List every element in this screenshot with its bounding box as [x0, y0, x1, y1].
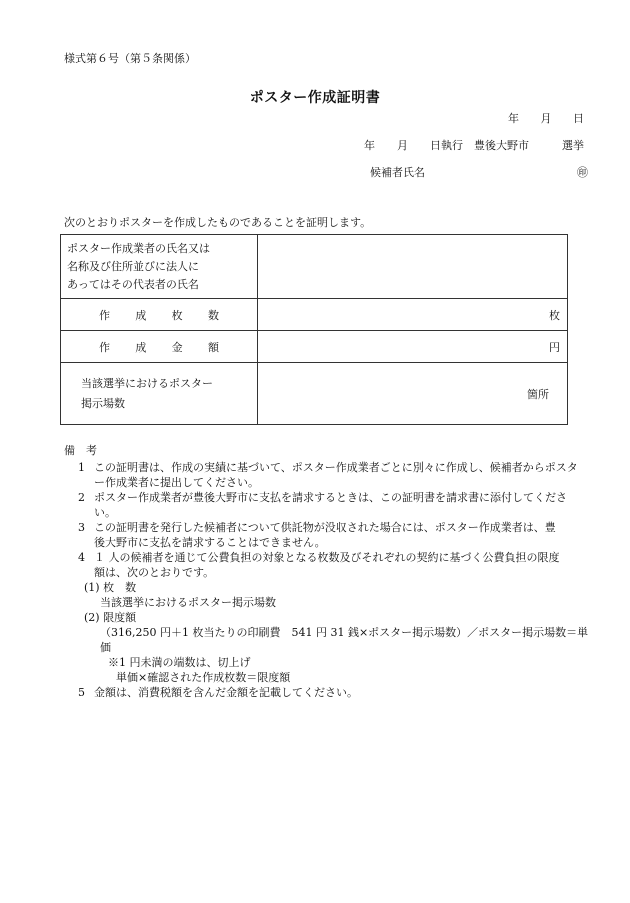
- note-item: [64, 520, 594, 550]
- table-row: [61, 331, 568, 363]
- note-text: ー作成業者に提出してください。: [94, 476, 259, 489]
- table-row: [61, 299, 568, 331]
- page-title: ポスター作成証明書: [249, 90, 381, 106]
- intro-text: 次のとおりポスターを作成したものであることを証明します。: [64, 216, 372, 229]
- amount-label-text: 作成金額: [99, 340, 219, 354]
- note-text: この証明書は、作成の実績に基づいて、ポスター作成業者ごとに別々に作成し、候補者からポスタ: [94, 461, 578, 474]
- note-text: 額は、次のとおりです。: [94, 566, 215, 579]
- note-text: 金額は、消費税額を含んだ金額を記載してください。: [94, 686, 358, 699]
- note-text: ポスター作成業者が豊後大野市に支払を請求するときは、この証明書を請求書に添付してくださ: [94, 491, 567, 504]
- note-formula: 価: [100, 641, 111, 654]
- note-text: １ 人の候補者を通じて公費負担の対象となる枚数及びそれぞれの契約に基づく公費負担の限度: [94, 551, 560, 564]
- note-number: 4: [78, 551, 85, 564]
- certificate-table: [60, 234, 568, 425]
- quantity-unit: 枚: [549, 308, 560, 322]
- form-number: 様式第６号（第５条関係）: [64, 52, 196, 65]
- note-number: 1: [78, 461, 85, 474]
- posting-sites-field[interactable]: [258, 363, 568, 425]
- note-number: 3: [78, 521, 85, 534]
- amount-unit: 円: [549, 340, 560, 354]
- note-text: 後大野市に支払を請求することはできません。: [94, 536, 326, 549]
- note-item: [64, 685, 594, 700]
- note-text: この証明書を発行した候補者について供託物が没収された場合には、ポスター作成業者は、豊: [94, 521, 556, 534]
- election-date-line: 年 月 日執行 豊後大野市 選挙: [364, 139, 584, 152]
- note-sub-label: (1) 枚 数: [84, 581, 137, 594]
- posting-sites-label: [61, 363, 258, 425]
- note-item: [64, 490, 594, 520]
- notes-heading: 備 考: [64, 444, 97, 457]
- posting-sites-unit: 箇所: [527, 387, 549, 401]
- posting-sites-label-line: 当該選挙におけるポスター: [81, 376, 213, 390]
- quantity-field[interactable]: [258, 299, 568, 331]
- notes-section: [64, 443, 594, 700]
- issue-date-line: 年 月 日: [508, 112, 584, 125]
- posting-sites-label-line: 掲示場数: [81, 396, 125, 410]
- note-text: い。: [94, 506, 116, 519]
- quantity-label-text: 作成枚数: [99, 308, 219, 322]
- amount-field[interactable]: [258, 331, 568, 363]
- vendor-label-line: あってはその代表者の氏名: [67, 277, 199, 291]
- note-number: 2: [78, 491, 85, 504]
- note-sub-text: 当該選挙におけるポスター掲示場数: [100, 596, 276, 609]
- table-row: [61, 363, 568, 425]
- note-formula: （316,250 円＋1 枚当たりの印刷費 541 円 31 銭×ポスター掲示場数）／ポスター掲示場数＝単: [100, 626, 589, 639]
- seal-icon: ㊞: [577, 166, 588, 179]
- vendor-label: [61, 235, 258, 299]
- amount-label: [61, 331, 258, 363]
- candidate-name-label: 候補者氏名: [370, 166, 425, 179]
- vendor-field[interactable]: [258, 235, 568, 299]
- note-sub-label: (2) 限度額: [84, 611, 137, 624]
- note-item: [64, 550, 594, 580]
- note-number: 5: [78, 686, 85, 699]
- vendor-label-line: 名称及び住所並びに法人に: [67, 259, 199, 273]
- quantity-label: [61, 299, 258, 331]
- table-row: [61, 235, 568, 299]
- vendor-label-line: ポスター作成業者の氏名又は: [67, 241, 210, 255]
- note-remark: ※1 円未満の端数は、切上げ: [108, 656, 251, 669]
- note-remark: 単価×確認された作成枚数＝限度額: [116, 671, 291, 684]
- note-item: [64, 460, 594, 490]
